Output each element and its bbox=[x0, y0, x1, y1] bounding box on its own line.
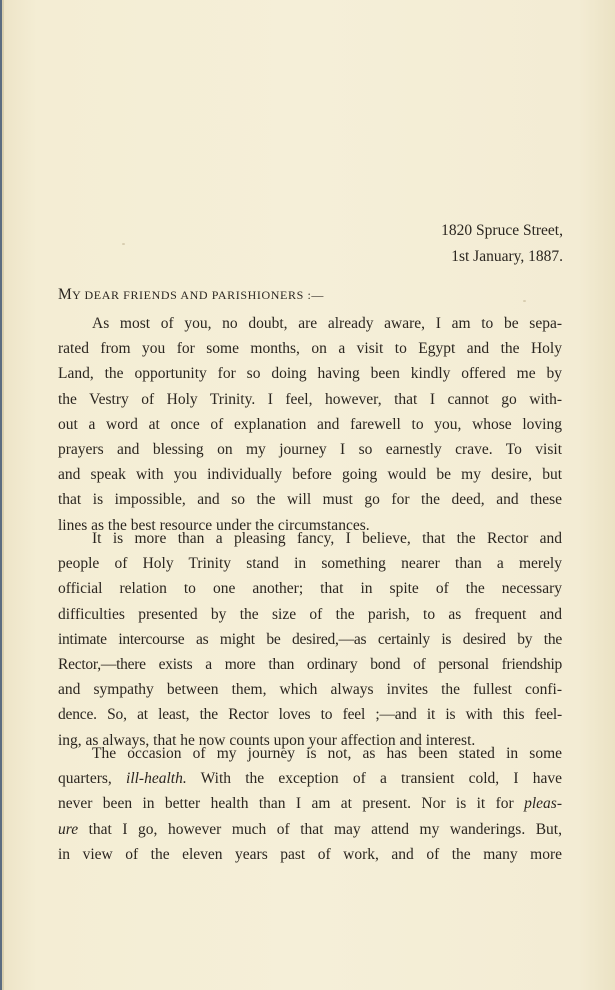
text-line: official relation to one another; that in spite of the necessary bbox=[58, 580, 562, 598]
text-line: the Vestry of Holy Trinity. I feel, however, that I cannot go with- bbox=[58, 390, 562, 408]
paper-speck bbox=[122, 243, 125, 245]
text-line: people of Holy Trinity stand in something nearer than a merely bbox=[58, 555, 562, 573]
text-line: and sympathy between them, which always invites the fullest confi- bbox=[58, 681, 562, 699]
text-line bbox=[58, 766, 562, 791]
text-fragment: that I go, however much of that may attend my wanderings. But, bbox=[78, 820, 562, 838]
paragraph-2 bbox=[58, 526, 562, 753]
text-line: ing, as always, that he now counts upon your affection and interest. bbox=[58, 731, 476, 749]
text-line bbox=[58, 817, 562, 842]
address-line: 1820 Spruce Street, bbox=[441, 222, 563, 239]
text-fragment: never been in better health than I am at present. Nor is it for bbox=[58, 795, 525, 813]
text-line: rated from you for some months, on a visit to Egypt and the Holy bbox=[58, 340, 562, 358]
text-line: prayers and blessing on my journey I so earnestly crave. To visit bbox=[58, 440, 562, 458]
text-line: intimate intercourse as might be desired,—as certainly is desired by the bbox=[58, 630, 562, 648]
letter-heading bbox=[441, 218, 563, 270]
text-line: in view of the eleven years past of work, and of the many more bbox=[58, 845, 562, 863]
text-line: and speak with you individually before going would be my desire, but bbox=[58, 466, 562, 484]
text-line: It is more than a pleasing fancy, I believe, that the Rector and bbox=[92, 530, 562, 547]
paper-speck bbox=[523, 300, 526, 302]
text-line: difficulties presented by the size of the parish, to as frequent and bbox=[58, 605, 562, 623]
date-line: 1st January, 1887. bbox=[451, 248, 563, 265]
text-fragment: quarters, bbox=[58, 770, 127, 788]
text-line: Rector,—there exists a more than ordinary bond of personal friendship bbox=[58, 655, 562, 673]
text-line: The occasion of my journey is not, as has been stated in some bbox=[92, 745, 562, 762]
italic-fragment: pleas- bbox=[524, 795, 562, 813]
salutation bbox=[58, 286, 324, 304]
text-line: out a word at once of explanation and farewell to you, whose loving bbox=[58, 415, 562, 433]
text-fragment: With the exception of a transient cold, I have bbox=[186, 770, 562, 788]
text-line: dence. So, at least, the Rector loves to feel ;—and it is with this feel- bbox=[58, 706, 562, 724]
italic-fragment: ill-health. bbox=[126, 770, 187, 788]
text-line bbox=[58, 791, 562, 816]
text-line: that is impossible, and so the will must go for the deed, and these bbox=[58, 491, 562, 509]
paragraph-3 bbox=[58, 741, 562, 867]
salutation-initial: M bbox=[58, 286, 73, 303]
page-edge-shadow bbox=[2, 0, 4, 990]
salutation-text: Y DEAR FRIENDS AND PARISHIONERS :— bbox=[72, 288, 324, 302]
text-line: Land, the opportunity for so doing having been kindly offered me by bbox=[58, 365, 562, 383]
text-line: lines as the best resource under the circumstances. bbox=[58, 516, 370, 534]
text-line: As most of you, no doubt, are already aware, I am to be sepa- bbox=[92, 315, 562, 332]
italic-fragment: ure bbox=[58, 820, 79, 838]
paragraph-1 bbox=[58, 311, 562, 538]
